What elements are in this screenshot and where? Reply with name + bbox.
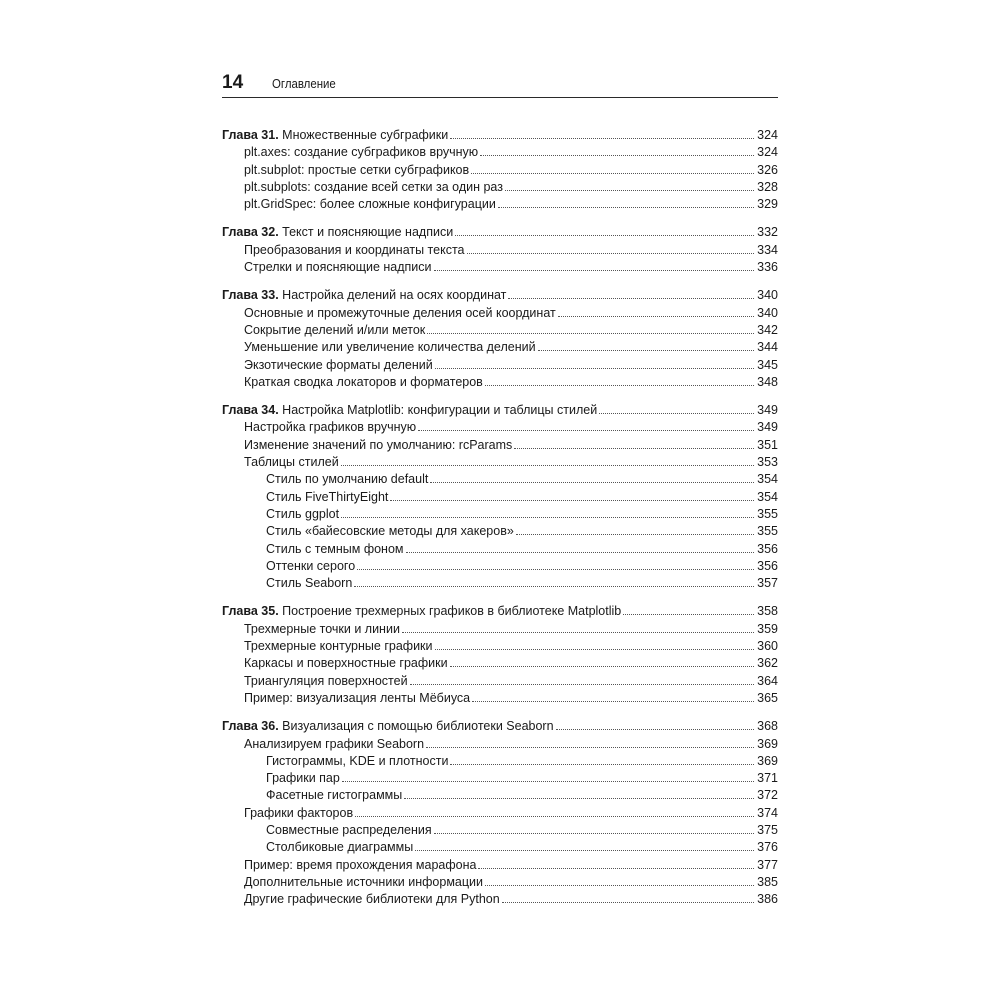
toc-chapter-row[interactable]: [222, 224, 778, 241]
dot-leader: [516, 534, 754, 535]
page-ref: 345: [757, 357, 778, 372]
chapter-title: [222, 718, 554, 735]
dot-leader: [471, 173, 754, 174]
section-title: Трехмерные контурные графики: [244, 639, 433, 654]
toc-entry-row[interactable]: [222, 322, 778, 339]
chapter-label: Глава 36.: [222, 719, 279, 734]
toc-entry-row[interactable]: [222, 305, 778, 322]
dot-leader: [502, 902, 754, 903]
dot-leader: [341, 465, 754, 466]
dot-leader: [467, 253, 755, 254]
page-ref: 376: [757, 840, 778, 855]
section-title: Пример: визуализация ленты Мёбиуса: [244, 690, 471, 705]
section-title: Трехмерные точки и линии: [244, 621, 400, 636]
page-ref: 372: [757, 788, 778, 803]
toc-chapter-row[interactable]: [222, 402, 778, 419]
toc-entry-row[interactable]: [222, 196, 778, 213]
page-ref: 328: [757, 179, 778, 194]
dot-leader: [558, 316, 754, 317]
toc-entry-row[interactable]: [222, 558, 778, 575]
page-ref: 344: [757, 340, 778, 355]
chapter-title: [222, 603, 621, 620]
running-head-title: Оглавление: [272, 76, 336, 91]
page-ref: 351: [757, 437, 778, 452]
toc-entry-row[interactable]: [222, 471, 778, 488]
section-title: Стиль «байесовские методы для хакеров»: [266, 524, 514, 539]
page-ref: 386: [757, 892, 778, 907]
table-of-contents: [222, 127, 778, 919]
page-number: 14: [222, 72, 244, 93]
page-ref: 375: [757, 822, 778, 837]
page-ref: 359: [757, 621, 778, 636]
page-ref: 329: [757, 197, 778, 212]
dot-leader: [426, 747, 754, 748]
section-title: Основные и промежуточные деления осей координат: [244, 305, 556, 320]
section-title: Другие графические библиотеки для Python: [244, 892, 500, 907]
toc-entry-row[interactable]: [222, 179, 778, 196]
dot-leader: [478, 868, 754, 869]
toc-entry-row[interactable]: [222, 787, 778, 804]
toc-entry-row[interactable]: [222, 857, 778, 874]
dot-leader: [480, 155, 754, 156]
chapter-label: Глава 35.: [222, 604, 279, 619]
page-ref: 354: [757, 472, 778, 487]
page-ref: 349: [757, 403, 778, 418]
dot-leader: [427, 333, 754, 334]
dot-leader: [390, 500, 754, 501]
dot-leader: [357, 569, 754, 570]
section-title: Графики факторов: [244, 805, 354, 820]
toc-chapter-row[interactable]: [222, 718, 778, 735]
section-title: Гистограммы, KDE и плотности: [266, 753, 449, 768]
section-title: Оттенки серого: [266, 558, 356, 573]
chapter-label: Глава 31.: [222, 128, 279, 142]
toc-entry-row[interactable]: [222, 454, 778, 471]
dot-leader: [599, 413, 754, 414]
dot-leader: [472, 701, 754, 702]
toc-entry-row[interactable]: [222, 770, 778, 787]
toc-entry-row[interactable]: [222, 162, 778, 179]
section-title: Преобразования и координаты текста: [244, 242, 465, 257]
dot-leader: [430, 482, 754, 483]
chapter-name: Текст и поясняющие надписи: [282, 225, 454, 240]
toc-entry-row[interactable]: [222, 374, 778, 391]
dot-leader: [342, 781, 754, 782]
toc-entry-row[interactable]: [222, 736, 778, 753]
toc-entry-row[interactable]: [222, 805, 778, 822]
chapter-name: Настройка делений на осях координат: [282, 288, 507, 303]
toc-chapter-row[interactable]: [222, 287, 778, 304]
section-title: Стиль ggplot: [266, 506, 340, 521]
toc-entry-row[interactable]: [222, 621, 778, 638]
page-ref: 340: [757, 288, 778, 303]
toc-entry-row[interactable]: [222, 690, 778, 707]
toc-entry-row[interactable]: [222, 357, 778, 374]
toc-entry-row[interactable]: [222, 575, 778, 592]
section-title: Изменение значений по умолчанию: rcParams: [244, 437, 513, 452]
toc-chapter: [222, 402, 778, 592]
toc-entry-row[interactable]: [222, 891, 778, 908]
chapter-name: Визуализация с помощью библиотеки Seaborn: [282, 719, 554, 734]
dot-leader: [455, 235, 754, 236]
section-title: Столбиковые диаграммы: [266, 840, 414, 855]
chapter-label: Глава 34.: [222, 403, 279, 418]
section-title: Сокрытие делений и/или меток: [244, 322, 426, 337]
dot-leader: [418, 430, 754, 431]
chapter-title: [222, 287, 506, 304]
section-title: Стиль с темным фоном: [266, 541, 404, 556]
section-title: plt.subplots: создание всей сетки за один раз: [244, 179, 503, 194]
page-ref: 377: [757, 857, 778, 872]
dot-leader: [505, 190, 754, 191]
section-title: Дополнительные источники информации: [244, 874, 483, 889]
dot-leader: [538, 350, 754, 351]
page-ref: 348: [757, 374, 778, 389]
page-ref: 324: [757, 128, 778, 142]
chapter-name: Множественные субграфики: [282, 128, 449, 142]
page-ref: 334: [757, 242, 778, 257]
page-ref: 324: [757, 145, 778, 160]
toc-chapter: [222, 718, 778, 908]
section-title: Стиль по умолчанию default: [266, 472, 429, 487]
dot-leader: [434, 833, 754, 834]
page-ref: 364: [757, 673, 778, 688]
dot-leader: [450, 666, 754, 667]
dot-leader: [508, 298, 754, 299]
dot-leader: [341, 517, 754, 518]
toc-chapter-row[interactable]: [222, 603, 778, 620]
page-ref: 355: [757, 506, 778, 521]
page-ref: 374: [757, 805, 778, 820]
section-title: Стиль FiveThirtyEight: [266, 489, 389, 504]
page-ref: 332: [757, 225, 778, 240]
toc-entry-row[interactable]: [222, 541, 778, 558]
chapter-title: [222, 402, 597, 419]
toc-chapter-row[interactable]: [222, 127, 778, 144]
page-ref: 342: [757, 322, 778, 337]
chapter-name: Настройка Matplotlib: конфигурации и таблицы стилей: [282, 403, 598, 418]
section-title: Краткая сводка локаторов и форматеров: [244, 374, 483, 389]
dot-leader: [450, 138, 754, 139]
dot-leader: [498, 207, 754, 208]
toc-entry-row[interactable]: [222, 144, 778, 161]
page-ref: 340: [757, 305, 778, 320]
dot-leader: [435, 649, 754, 650]
page-ref: 356: [757, 558, 778, 573]
page-ref: 357: [757, 576, 778, 591]
dot-leader: [406, 552, 754, 553]
dot-leader: [404, 798, 754, 799]
page-ref: 349: [757, 420, 778, 435]
section-title: Таблицы стилей: [244, 455, 339, 470]
section-title: plt.subplot: простые сетки субграфиков: [244, 162, 470, 177]
page-ref: 362: [757, 656, 778, 671]
page-ref: 360: [757, 639, 778, 654]
dot-leader: [415, 850, 754, 851]
dot-leader: [354, 586, 754, 587]
toc-entry-row[interactable]: [222, 489, 778, 506]
section-title: Фасетные гистограммы: [266, 788, 403, 803]
section-title: Стиль Seaborn: [266, 576, 353, 591]
section-title: plt.GridSpec: более сложные конфигурации: [244, 197, 496, 212]
toc-entry-row[interactable]: [222, 242, 778, 259]
section-title: Стрелки и поясняющие надписи: [244, 260, 432, 275]
section-title: Триангуляция поверхностей: [244, 673, 408, 688]
dot-leader: [434, 270, 754, 271]
toc-entry-row[interactable]: [222, 655, 778, 672]
dot-leader: [485, 385, 754, 386]
section-title: Анализируем графики Seaborn: [244, 736, 425, 751]
chapter-name: Построение трехмерных графиков в библиотеке Matplotlib: [282, 604, 622, 619]
toc-entry-row[interactable]: [222, 874, 778, 891]
section-title: Экзотические форматы делений: [244, 357, 433, 372]
section-title: Каркасы и поверхностные графики: [244, 656, 448, 671]
toc-entry-row[interactable]: [222, 638, 778, 655]
chapter-label: Глава 33.: [222, 288, 279, 303]
dot-leader: [355, 816, 754, 817]
toc-chapter: [222, 224, 778, 276]
section-title: Пример: время прохождения марафона: [244, 857, 477, 872]
chapter-label: Глава 32.: [222, 225, 279, 240]
toc-entry-row[interactable]: [222, 753, 778, 770]
toc-entry-row[interactable]: [222, 822, 778, 839]
page-ref: 368: [757, 719, 778, 734]
section-title: Графики пар: [266, 771, 340, 786]
toc-chapter: [222, 287, 778, 391]
page-ref: 385: [757, 874, 778, 889]
dot-leader: [623, 614, 754, 615]
page-ref: 354: [757, 489, 778, 504]
toc-entry-row[interactable]: [222, 419, 778, 436]
page-ref: 326: [757, 162, 778, 177]
toc-entry-row[interactable]: [222, 506, 778, 523]
dot-leader: [402, 632, 754, 633]
page-ref: 371: [757, 771, 778, 786]
section-title: Совместные распределения: [266, 822, 432, 837]
toc-entry-row[interactable]: [222, 339, 778, 356]
page-ref: 369: [757, 753, 778, 768]
page-ref: 353: [757, 455, 778, 470]
page-ref: 356: [757, 541, 778, 556]
chapter-title: [222, 127, 448, 144]
page-ref: 355: [757, 524, 778, 539]
dot-leader: [435, 368, 754, 369]
dot-leader: [485, 885, 754, 886]
dot-leader: [556, 729, 754, 730]
section-title: Настройка графиков вручную: [244, 420, 417, 435]
section-title: plt.axes: создание субграфиков вручную: [244, 145, 479, 160]
toc-entry-row[interactable]: [222, 673, 778, 690]
dot-leader: [450, 764, 754, 765]
toc-chapter: [222, 127, 778, 213]
page-ref: 369: [757, 736, 778, 751]
page-ref: 365: [757, 690, 778, 705]
dot-leader: [514, 448, 754, 449]
toc-entry-row[interactable]: [222, 437, 778, 454]
toc-entry-row[interactable]: [222, 259, 778, 276]
toc-entry-row[interactable]: [222, 523, 778, 540]
page-header: [222, 72, 778, 98]
dot-leader: [410, 684, 754, 685]
page-ref: 358: [757, 604, 778, 619]
section-title: Уменьшение или увеличение количества делений: [244, 340, 536, 355]
toc-entry-row[interactable]: [222, 839, 778, 856]
toc-chapter: [222, 603, 778, 707]
chapter-title: [222, 224, 453, 241]
page-ref: 336: [757, 260, 778, 275]
